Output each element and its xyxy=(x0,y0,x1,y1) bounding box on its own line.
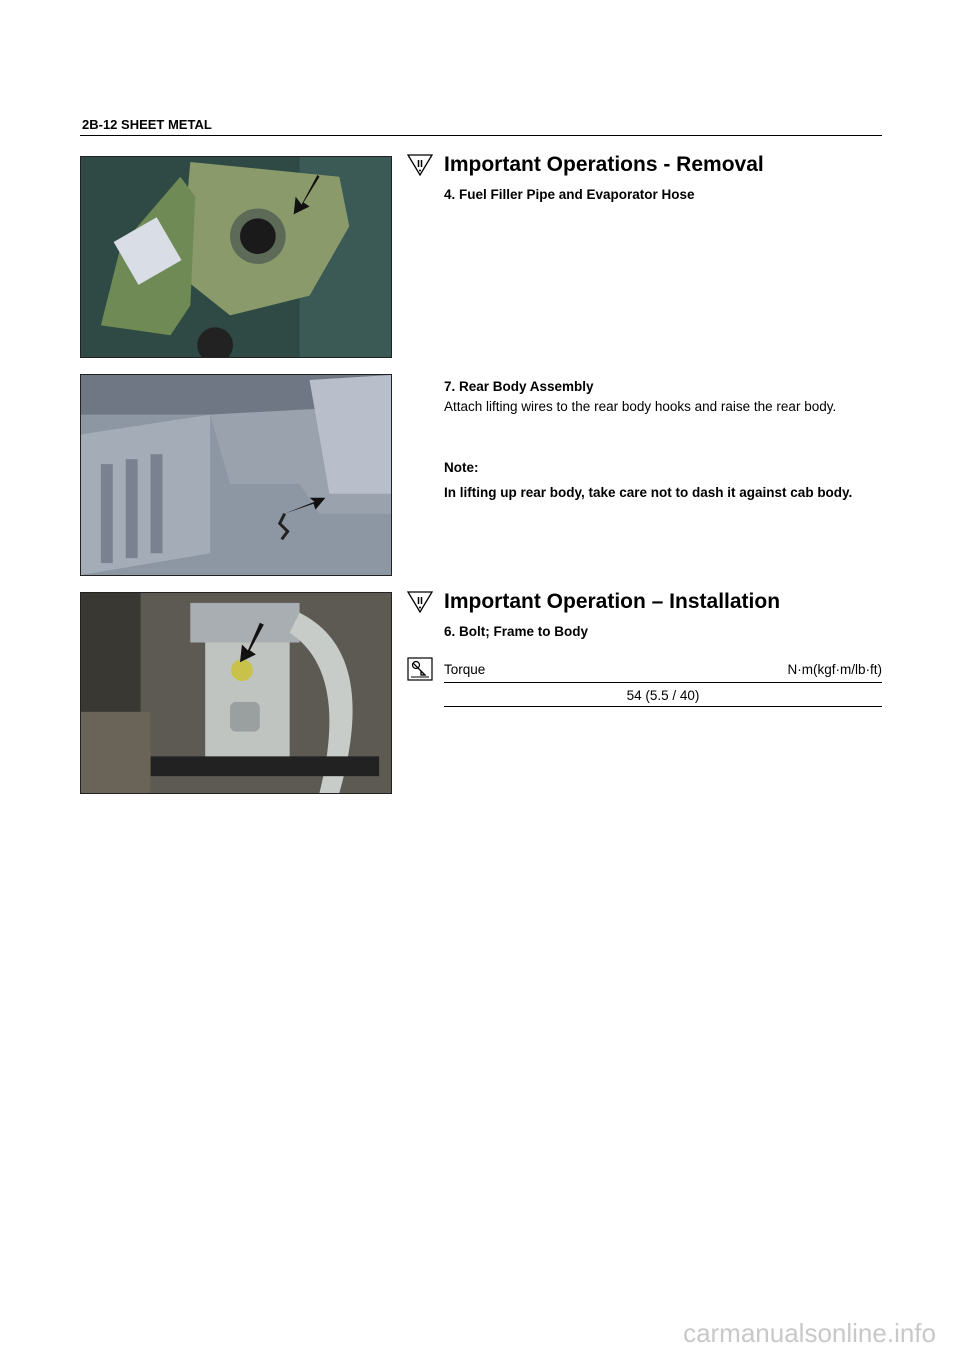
step-4-label: 4. Fuel Filler Pipe and Evaporator Hose xyxy=(444,187,695,202)
page-header-title: 2B-12 SHEET METAL xyxy=(82,117,212,132)
note-label: Note: xyxy=(444,460,479,475)
torque-header-row xyxy=(444,662,882,683)
watermark: carmanualsonline.info xyxy=(683,1318,936,1348)
removal-heading: Important Operations - Removal xyxy=(444,153,764,176)
page-header xyxy=(80,115,882,136)
step-7-title: 7. Rear Body Assembly xyxy=(444,379,594,394)
step-7-text: Attach lifting wires to the rear body hooks and raise the rear body. xyxy=(444,399,837,414)
warning-icon xyxy=(407,153,433,177)
torque-value: 54 (5.5 / 40) xyxy=(444,688,882,707)
torque-wrench-icon xyxy=(407,657,433,681)
photo-fuel-filler xyxy=(80,156,392,358)
torque-label: Torque xyxy=(444,662,486,677)
installation-heading: Important Operation – Installation xyxy=(444,590,781,613)
photo-rear-body xyxy=(80,374,392,576)
torque-unit: N·m(kgf·m/lb·ft) xyxy=(787,662,882,677)
warning-icon xyxy=(407,590,433,614)
step-6-label: 6. Bolt; Frame to Body xyxy=(444,624,589,639)
note-text: In lifting up rear body, take care not to dash it against cab body. xyxy=(444,485,853,500)
photo-frame-bolt xyxy=(80,592,392,794)
